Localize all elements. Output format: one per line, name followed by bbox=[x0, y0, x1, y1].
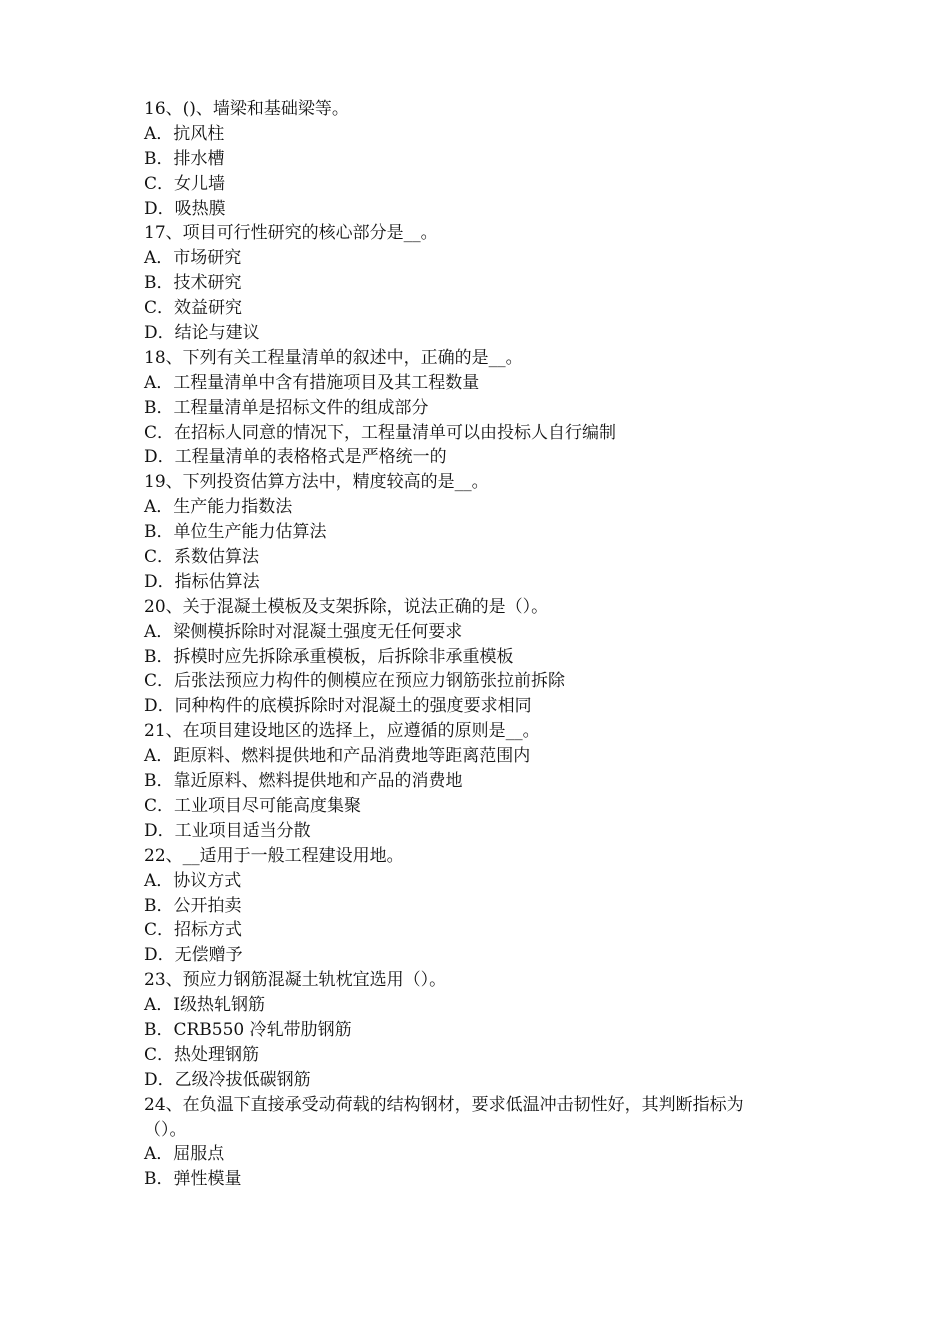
option-d: D．指标估算法 bbox=[144, 571, 260, 592]
question-stem: 23、预应力钢筋混凝土轨枕宜选用（）。 bbox=[144, 970, 447, 991]
option-d: D．同种构件的底模拆除时对混凝土的强度要求相同 bbox=[144, 696, 532, 717]
option-c: C．后张法预应力构件的侧模应在预应力钢筋张拉前拆除 bbox=[144, 671, 566, 692]
question-stem-continuation: （）。 bbox=[144, 1119, 187, 1140]
question-stem: 20、关于混凝土模板及支架拆除，说法正确的是（）。 bbox=[144, 596, 549, 617]
option-d: D．乙级冷拔低碳钢筋 bbox=[144, 1069, 311, 1090]
option-d: D．无偿赠予 bbox=[144, 945, 243, 966]
option-a: A．协议方式 bbox=[144, 870, 242, 891]
question-21 bbox=[144, 719, 824, 843]
option-d: D．结论与建议 bbox=[144, 323, 260, 344]
option-b: B．技术研究 bbox=[144, 273, 242, 294]
option-a: A．生产能力指数法 bbox=[144, 497, 293, 518]
question-stem: 16、()、墙梁和基础梁等。 bbox=[144, 99, 349, 119]
question-16 bbox=[144, 97, 824, 221]
option-b: B．公开拍卖 bbox=[144, 895, 242, 916]
option-b: B．弹性模量 bbox=[144, 1169, 242, 1190]
question-stem: 22、__适用于一般工程建设用地。 bbox=[144, 845, 404, 866]
option-a: A．Ⅰ级热轧钢筋 bbox=[144, 995, 265, 1016]
option-d: D．工程量清单的表格格式是严格统一的 bbox=[144, 447, 447, 468]
option-c: C．热处理钢筋 bbox=[144, 1044, 260, 1065]
option-b: B．工程量清单是招标文件的组成部分 bbox=[144, 397, 429, 418]
option-a: A．梁侧模拆除时对混凝土强度无任何要求 bbox=[144, 621, 463, 642]
option-a: A．屈服点 bbox=[144, 1144, 225, 1165]
option-b: B．拆模时应先拆除承重模板，后拆除非承重模板 bbox=[144, 646, 514, 667]
question-24 bbox=[144, 1093, 824, 1193]
question-stem: 17、项目可行性研究的核心部分是__。 bbox=[144, 223, 438, 244]
option-c: C．女儿墙 bbox=[144, 173, 226, 194]
question-list bbox=[144, 97, 824, 1192]
option-c: C．招标方式 bbox=[144, 920, 243, 941]
question-22 bbox=[144, 844, 824, 968]
question-stem: 24、在负温下直接承受动荷载的结构钢材，要求低温冲击韧性好，其判断指标为 bbox=[144, 1094, 744, 1115]
option-c: C．效益研究 bbox=[144, 298, 243, 319]
question-stem: 21、在项目建设地区的选择上，应遵循的原则是__。 bbox=[144, 721, 540, 742]
option-a: A．距原料、燃料提供地和产品消费地等距离范围内 bbox=[144, 746, 531, 767]
question-20 bbox=[144, 595, 824, 719]
option-d: D．吸热膜 bbox=[144, 198, 226, 219]
question-18 bbox=[144, 346, 824, 470]
option-c: C．系数估算法 bbox=[144, 547, 260, 568]
option-d: D．工业项目适当分散 bbox=[144, 820, 311, 841]
option-c: C．工业项目尽可能高度集聚 bbox=[144, 795, 362, 816]
option-a: A．市场研究 bbox=[144, 248, 242, 269]
option-a: A．工程量清单中含有措施项目及其工程数量 bbox=[144, 372, 480, 393]
question-17 bbox=[144, 221, 824, 345]
option-a: A．抗风柱 bbox=[144, 123, 225, 144]
question-stem: 19、下列投资估算方法中，精度较高的是__。 bbox=[144, 472, 489, 493]
option-b: B．排水槽 bbox=[144, 148, 225, 169]
question-23 bbox=[144, 968, 824, 1092]
option-b: B．靠近原料、燃料提供地和产品的消费地 bbox=[144, 771, 463, 792]
question-stem: 18、下列有关工程量清单的叙述中，正确的是__。 bbox=[144, 347, 523, 368]
option-c: C．在招标人同意的情况下，工程量清单可以由投标人自行编制 bbox=[144, 422, 617, 443]
option-b: B．单位生产能力估算法 bbox=[144, 522, 327, 543]
question-19 bbox=[144, 470, 824, 594]
option-b: B．CRB550 冷轧带肋钢筋 bbox=[144, 1019, 352, 1040]
